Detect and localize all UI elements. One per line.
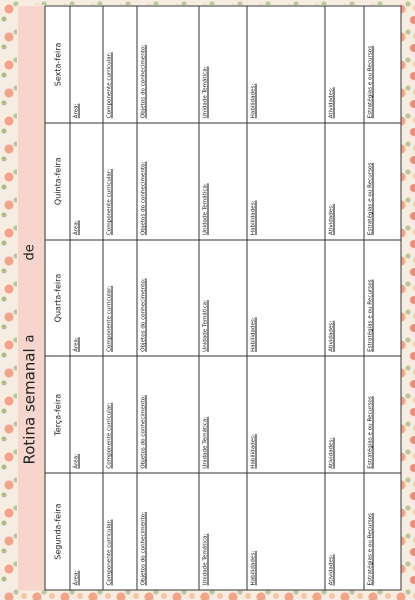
field-label: Habilidades: <box>249 550 256 585</box>
cell-objetos-monday[interactable] <box>137 473 199 590</box>
field-label: Área: <box>73 453 80 469</box>
field-label: Área: <box>73 219 80 235</box>
field-label: Área: <box>73 570 80 585</box>
day-header-thursday: Quinta-feira <box>45 122 70 239</box>
field-label: Objetos do conhecimento: <box>140 511 147 585</box>
cell-estrategias-tuesday[interactable] <box>364 356 401 473</box>
field-label: Habilidades: <box>249 83 256 118</box>
cell-area-monday[interactable] <box>70 473 102 590</box>
row-atividades <box>324 6 364 590</box>
field-label: Unidade Temática: <box>202 182 209 235</box>
field-label: Componente curricular: <box>105 402 112 469</box>
field-label: Estratégias e ou Recursos <box>367 278 374 352</box>
cell-area-friday[interactable] <box>70 6 102 123</box>
day-header-friday: Sexta-feira <box>45 6 70 123</box>
field-label: Estratégias e ou Recursos <box>367 162 374 235</box>
cell-atividades-tuesday[interactable] <box>324 356 364 473</box>
cell-area-wednesday[interactable] <box>70 239 102 356</box>
field-label: Componente curricular: <box>105 285 112 352</box>
field-label: Unidade Temática: <box>202 416 209 469</box>
field-label: Atividades: <box>327 437 334 469</box>
cell-unidade-wednesday[interactable] <box>199 239 247 356</box>
field-label: Estratégias e ou Recursos <box>367 45 374 118</box>
cell-unidade-monday[interactable] <box>199 473 247 590</box>
cell-habilidades-wednesday[interactable] <box>246 239 324 356</box>
cell-objetos-thursday[interactable] <box>137 122 199 239</box>
cell-objetos-tuesday[interactable] <box>137 356 199 473</box>
field-label: Estratégias e ou Recursos <box>367 512 374 585</box>
field-label: Atividades: <box>327 320 334 352</box>
cell-estrategias-thursday[interactable] <box>364 122 401 239</box>
field-label: Atividades: <box>327 86 334 118</box>
cell-habilidades-friday[interactable] <box>246 6 324 123</box>
field-label: Objetos do conhecimento: <box>140 44 147 118</box>
cell-atividades-monday[interactable] <box>324 473 364 590</box>
cell-objetos-wednesday[interactable] <box>137 239 199 356</box>
field-label: Atividades: <box>327 553 334 585</box>
date-separator-de: de <box>22 243 37 260</box>
cell-componente-tuesday[interactable] <box>102 356 136 473</box>
day-header-wednesday: Quarta-feira <box>45 239 70 356</box>
day-header-monday: Segunda-feira <box>45 473 70 590</box>
field-label: Componente curricular: <box>105 518 112 585</box>
field-label: Objetos do conhecimento: <box>140 394 147 469</box>
cell-habilidades-monday[interactable] <box>246 473 324 590</box>
cell-componente-thursday[interactable] <box>102 122 136 239</box>
row-estrategias <box>364 6 401 590</box>
row-habilidades <box>246 6 324 590</box>
cell-objetos-friday[interactable] <box>137 6 199 123</box>
field-label: Objetos do conhecimento: <box>140 161 147 235</box>
field-label: Objetos do conhecimento: <box>140 277 147 352</box>
field-label: Habilidades: <box>249 433 256 469</box>
field-label: Habilidades: <box>249 199 256 235</box>
field-label: Componente curricular: <box>105 51 112 118</box>
cell-unidade-thursday[interactable] <box>199 122 247 239</box>
field-label: Área: <box>73 103 80 118</box>
row-componente <box>102 6 136 590</box>
weekly-routine-table <box>44 5 401 590</box>
cell-estrategias-wednesday[interactable] <box>364 239 401 356</box>
field-label: Unidade Temática: <box>202 533 209 585</box>
cell-habilidades-tuesday[interactable] <box>246 356 324 473</box>
field-label: Habilidades: <box>249 316 256 352</box>
planner-sheet <box>17 5 401 590</box>
row-objetos <box>137 6 199 590</box>
cell-unidade-tuesday[interactable] <box>199 356 247 473</box>
cell-area-thursday[interactable] <box>70 122 102 239</box>
date-separator-a: a <box>22 334 37 342</box>
cell-atividades-friday[interactable] <box>324 6 364 123</box>
cell-unidade-friday[interactable] <box>199 6 247 123</box>
row-unidade <box>199 6 247 590</box>
day-header-row <box>45 6 70 590</box>
cell-habilidades-thursday[interactable] <box>246 122 324 239</box>
field-label: Componente curricular: <box>105 168 112 235</box>
field-label: Estratégias e ou Recursos <box>367 395 374 469</box>
cell-atividades-wednesday[interactable] <box>324 239 364 356</box>
cell-componente-wednesday[interactable] <box>102 239 136 356</box>
field-label: Unidade Temática: <box>202 65 209 118</box>
title-band <box>17 5 44 590</box>
cell-area-tuesday[interactable] <box>70 356 102 473</box>
day-header-tuesday: Terça-feira <box>45 356 70 473</box>
cell-estrategias-friday[interactable] <box>364 6 401 123</box>
cell-estrategias-monday[interactable] <box>364 473 401 590</box>
field-label: Unidade Temática: <box>202 299 209 352</box>
page-title: Rotina semanal <box>20 347 38 464</box>
cell-atividades-thursday[interactable] <box>324 122 364 239</box>
cell-componente-monday[interactable] <box>102 473 136 590</box>
field-label: Área: <box>73 336 80 352</box>
row-area <box>70 6 102 590</box>
field-label: Atividades: <box>327 203 334 235</box>
rotated-page <box>17 5 401 590</box>
cell-componente-friday[interactable] <box>102 6 136 123</box>
